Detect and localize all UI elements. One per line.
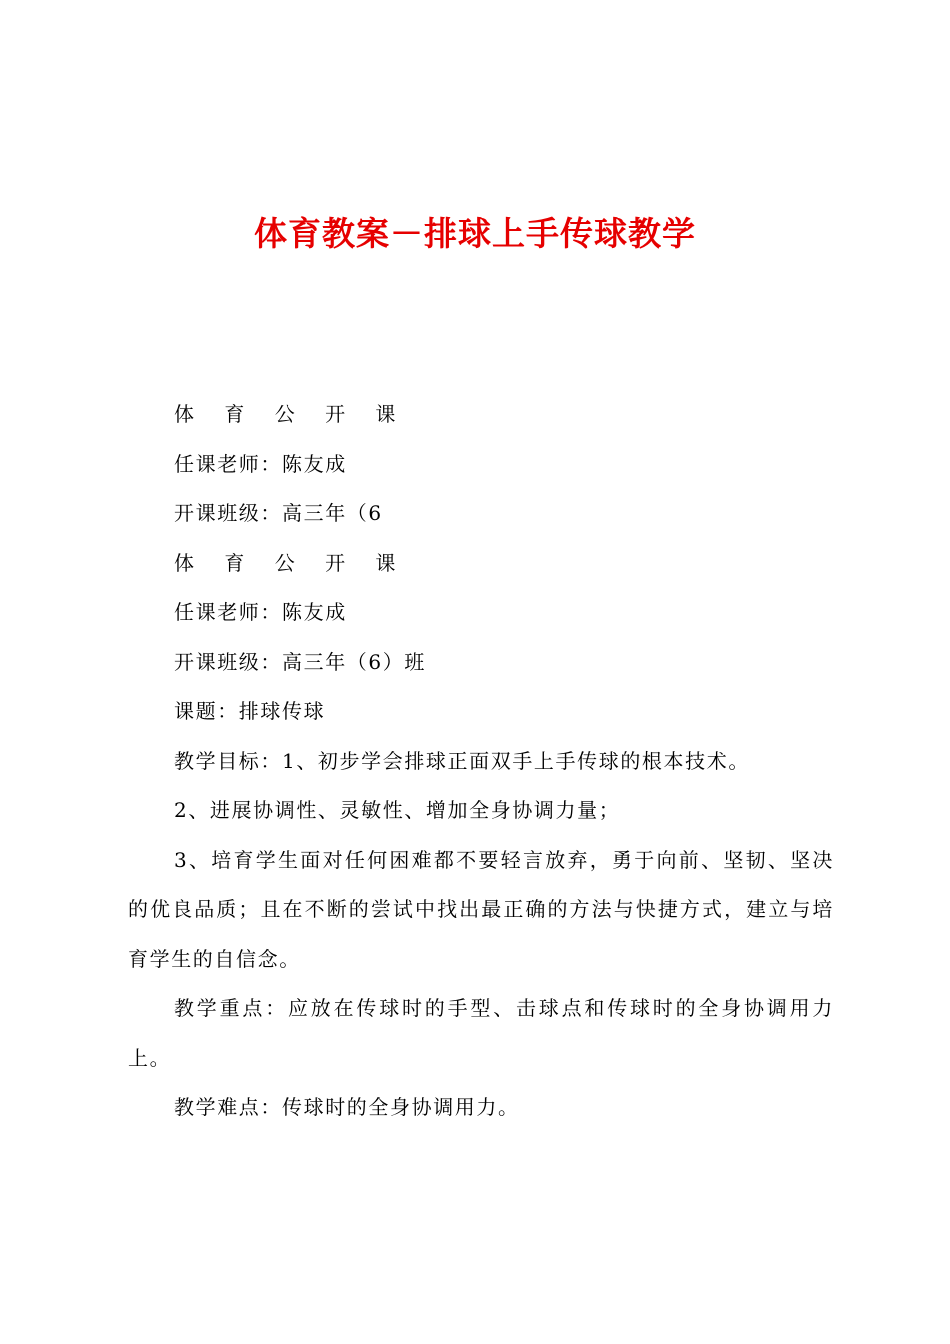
document-body xyxy=(128,390,834,1133)
paragraph-topic: 课题：排球传球 xyxy=(174,699,326,723)
paragraph-class: 开课班级：高三年（6 xyxy=(174,501,383,525)
paragraph-course-type: 体 育 公 开 课 xyxy=(174,402,408,426)
paragraph-teacher: 任课老师：陈友成 xyxy=(174,451,347,476)
paragraph-objective-1: 教学目标：1、初步学会排球正面双手上手传球的根本技术。 xyxy=(174,748,750,773)
paragraph-key-point: 教学重点：应放在传球时的手型、击球点和传球时的全身协调用力上。 xyxy=(128,996,834,1070)
paragraph-difficulty: 教学难点：传球时的全身协调用力。 xyxy=(174,1095,520,1119)
paragraph-class-full: 开课班级：高三年（6）班 xyxy=(174,649,426,674)
paragraph-objective-3: 3、培育学生面对任何困难都不要轻言放弃，勇于向前、坚韧、坚决的优良品质；且在不断的尝试中找出最正确的方法与快捷方式，建立与培育学生的自信念。 xyxy=(128,847,834,971)
paragraph-objective-2: 2、进展协调性、灵敏性、增加全身协调力量； xyxy=(174,798,621,822)
document-title: 体育教案－排球上手传球教学 xyxy=(254,214,696,253)
paragraph-teacher-repeat: 任课老师：陈友成 xyxy=(174,600,347,624)
paragraph-course-type-repeat: 体 育 公 开 课 xyxy=(174,550,408,575)
